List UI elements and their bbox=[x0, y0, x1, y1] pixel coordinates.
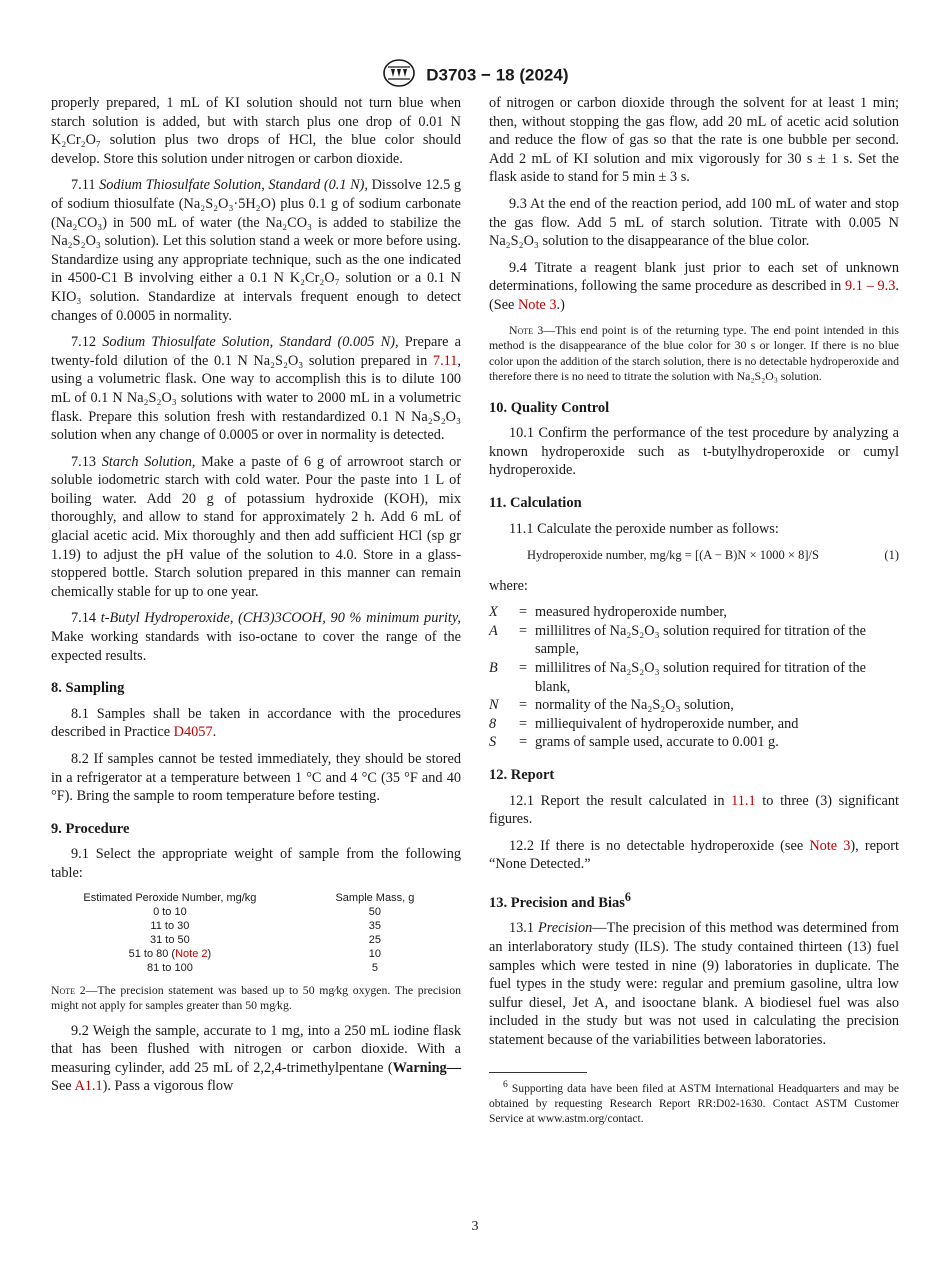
section-7-13: 7.13 Starch Solution, Make a paste of 6 g of arrowroot starch or soluble iodometric starch with cold water. Pour the paste into 1 L of boiling water. Add 20 g of potassium hydroxide (KOH), mix thoroughly, and allow to stand for approximately 2 h. Add 6 mL of glacial acetic acid. Mix thoroughly and then add sufficient HCl (sp gr 1.19) to adjust the pH value of the solution to 4.0. Store in a glass-stoppered bottle. Starch solution prepared in this manner can remain chemically stable for up to one year. bbox=[51, 453, 462, 600]
footnote-divider bbox=[489, 1072, 587, 1073]
table-header-peroxide: Estimated Peroxide Number, mg/kg bbox=[83, 891, 257, 904]
section-9-3: 9.3 At the end of the reaction period, add 100 mL of water and stop the gas flow. Add 5 mL of starch solution. Titrate with 0.005 N Na₂S₂O₃ solution to the disappearance of the blue color. bbox=[489, 195, 899, 250]
section-7-12: 7.12 Sodium Thiosulfate Solution, Standard (0.005 N), Prepare a twenty-fold dilution of the 0.1 N Na₂S₂O₃ solution prepared in 7.11, using a volumetric flask. One way to accomplish this is to dilute 100 mL of 0.1 N Na₂S₂O₃ solutions with water to 2000 mL in a volumetric flask. Prepare this solution fresh with restandardized 0.1 N Na₂S₂O₃ solution when any change of 0.0005 or over in normality is detected. bbox=[51, 334, 461, 444]
section-8-2: 8.2 If samples cannot be tested immediately, they should be stored in a refrigerator at a temperature between 1 °C and 4 °C (35 °F and 40 °F). Bring the sample to room temperature before testing. bbox=[51, 751, 461, 805]
section-12-2: 12.2 If there is no detectable hydroperoxide (see Note 3), report “None Detected.” bbox=[489, 837, 900, 873]
variable-definitions bbox=[489, 603, 899, 752]
sample-weight-table bbox=[51, 891, 461, 975]
note-3: Note 3—This end point is of the returning type. The end point intended in this method is the disappearance of the blue color for 30 s or longer. If there is no blue color upon the addition of the starch solution, there is no detectable hydroperoxide and therefore there is no need to titrate the solution with Na₂S₂O₃ solution. bbox=[489, 322, 899, 384]
peroxide-formula bbox=[489, 546, 899, 565]
section-13-1: 13.1 Precision—The precision of this method was determined from an interlaboratory study (ILS). The study contained thirteen (13) fuel samples which were tested in nine (9) laboratories in duplicate. The fuel types in the study were: regular and premium gasoline, ultra low sulfur diesel, Jet A, and isooctane blank. A biodiesel fuel was also included in the study but was not used in calculating the precision statement because of the variabilities between laboratories. bbox=[489, 920, 899, 1048]
link-7-11[interactable]: 7.11 bbox=[432, 352, 458, 369]
table-row: 81 to 100 5 bbox=[146, 961, 378, 974]
note-2: Note 2—The precision statement was based up to 50 mg⁄kg oxygen. The precision might not apply for samples greater than 50 mg⁄kg. bbox=[51, 982, 462, 1013]
table-row: 0 to 10 50 bbox=[153, 905, 382, 918]
link-11-1[interactable]: 11.1 bbox=[731, 792, 756, 809]
list-item: B = millilitres of Na₂S₂O₃ solution required for titration of the blank, bbox=[489, 660, 867, 695]
table-header-mass: Sample Mass, g bbox=[335, 891, 415, 904]
heading-calculation: 11. Calculation bbox=[489, 494, 582, 511]
link-note-3-report[interactable]: Note 3 bbox=[809, 837, 851, 854]
link-note-2[interactable]: Note 2 bbox=[175, 947, 208, 960]
link-a1-1[interactable]: A1.1 bbox=[74, 1078, 103, 1095]
section-7-11: 7.11 Sodium Thiosulfate Solution, Standard (0.1 N), Dissolve 12.5 g of sodium thiosulfate (Na₂S₂O₃·5H₂O) plus 0.1 g of sodium carbonate (Na₂CO₃) in 500 mL of water (the Na₂CO₃ is added to stabilize the Na₂S₂O₃ solution). Let this solution stand a week or more before using. Standardize using any appropriate technique, such as the one indicated in 4500-C1 B involving either a 0.1 N K₂Cr₂O₇ solution or a 0.1 N KIO₃ solution. Standardize at intervals frequent enough to detect changes of 0.0005 in normality. bbox=[51, 177, 461, 324]
section-7-14: 7.14 t-Butyl Hydroperoxide, (CH3)3COOH, 90 % minimum purity, Make working standards with iso-octane to cover the range of the expected results. bbox=[51, 610, 461, 664]
heading-procedure: 9. Procedure bbox=[51, 820, 130, 837]
list-item: 8 = milliequivalent of hydroperoxide number, and bbox=[489, 715, 799, 732]
section-9-1: 9.1 Select the appropriate weight of sample from the following table: bbox=[51, 846, 461, 881]
link-9-1-9-3[interactable]: 9.1 – 9.3 bbox=[845, 278, 896, 295]
list-item: X = measured hydroperoxide number, bbox=[489, 604, 727, 621]
heading-precision-bias: 13. Precision and Bias$^6$ bbox=[489, 890, 631, 911]
section-9-2: 9.2 Weigh the sample, accurate to 1 mg, into a 250 mL iodine flask that has been flushed with nitrogen or carbon dioxide. With a measuring cylinder, add 25 mL of 2,2,4-trimethylpentane (Warning—See A1.1). Pass a vigorous flow bbox=[51, 1022, 461, 1095]
table-row: 11 to 30 35 bbox=[150, 919, 382, 932]
formula-expression: Hydroperoxide number, mg/kg = [(A − B)N × 1000 × 8]/S bbox=[527, 548, 819, 563]
section-11-1: 11.1 Calculate the peroxide number as follows: bbox=[509, 520, 779, 537]
paragraph-continued-right: of nitrogen or carbon dioxide through the solvent for at least 1 min; then, without stopping the gas flow, add 20 mL of acetic acid solution and reduce the flow of gas so that the rate is one bubble per second. Add 2 mL of KI solution and mix vigorously for 30 s ± 1 s. Set the flask aside to stand for 5 min ± 3 s. bbox=[489, 95, 899, 186]
footnote-6: $^6$ Supporting data have been filed at ASTM International Headquarters and may be obtained by requesting Research Report RR:D02-1630. Contact ASTM Customer Service at www.astm.org/contact. bbox=[489, 1078, 899, 1126]
list-item: A = millilitres of Na₂S₂O₃ solution required for titration of the sample, bbox=[489, 622, 867, 658]
heading-report: 12. Report bbox=[489, 767, 555, 784]
page-number: 3 bbox=[471, 1219, 479, 1234]
section-10-1: 10.1 Confirm the performance of the test procedure by analyzing a known hydroperoxide such as t-butylhydroperoxide or cumyl hydroperoxide. bbox=[489, 425, 899, 479]
where-label: where: bbox=[489, 577, 528, 594]
heading-sampling: 8. Sampling bbox=[51, 680, 125, 697]
paragraph-continued: properly prepared, 1 mL of KI solution should not turn blue when starch solution is added, but with starch plus one drop of 0.01 N K₂Cr₂O₇ solution plus two drops of HCl, the blue color should develop. Store this solution under nitrogen or carbon dioxide. bbox=[51, 95, 461, 167]
section-12-1: 12.1 Report the result calculated in 11.1 to three (3) significant figures. bbox=[489, 792, 899, 828]
link-note-3[interactable]: Note 3 bbox=[517, 296, 557, 313]
right-column bbox=[489, 94, 899, 1128]
page-header bbox=[0, 58, 950, 93]
list-item: N = normality of the Na₂S₂O₃ solution, bbox=[489, 697, 734, 714]
link-d4057[interactable]: D4057 bbox=[173, 724, 213, 741]
section-8-1: 8.1 Samples shall be taken in accordance with the procedures described in Practice D4057. bbox=[51, 705, 461, 741]
left-column bbox=[51, 94, 461, 1104]
document-designation: D3703 − 18 (2024) bbox=[426, 65, 569, 85]
table-row: 51 to 80 (Note 2) 10 bbox=[128, 947, 382, 960]
formula-number: (1) bbox=[884, 548, 899, 563]
astm-logo-icon bbox=[382, 58, 416, 93]
list-item: S = grams of sample used, accurate to 0.001 g. bbox=[489, 734, 779, 751]
heading-quality-control: 10. Quality Control bbox=[489, 399, 610, 416]
section-9-4: 9.4 Titrate a reagent blank just prior to each set of unknown determinations, following the same procedure as described in 9.1 – 9.3. (See Note 3.) bbox=[489, 259, 899, 313]
table-row: 31 to 50 25 bbox=[150, 933, 382, 946]
